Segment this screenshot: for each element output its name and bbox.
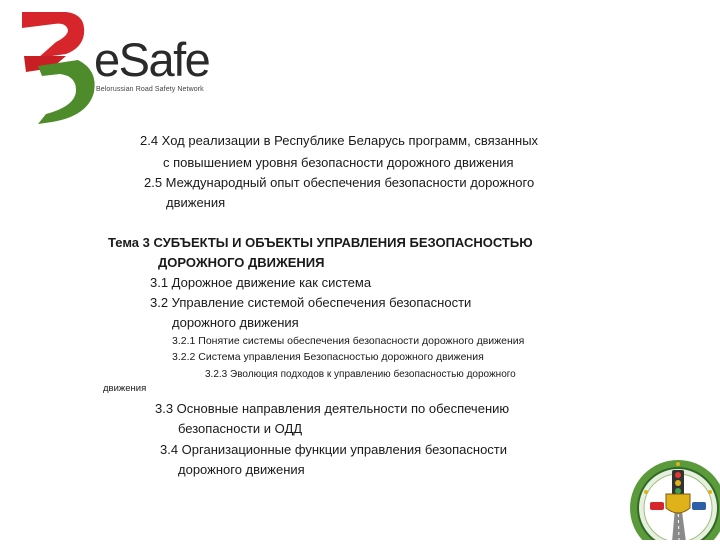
section-3-2-1: 3.2.1 Понятие системы обеспечения безопасности дорожного движения — [172, 335, 525, 347]
section-3-4-line-1: 3.4 Организационные функции управления безопасности — [160, 442, 508, 457]
logo-tagline: Belorussian Road Safety Network — [96, 86, 204, 93]
section-3-3-line-2: безопасности и ОДД — [178, 421, 303, 436]
esafe-logo — [8, 6, 218, 124]
section-3-2-2: 3.2.2 Система управления Безопасностью дорожного движения — [172, 351, 484, 363]
section-3-2-3-line-1: 3.2.3 Эволюция подходов к управлению безопасностью дорожного — [205, 369, 516, 380]
section-3-4-line-2: дорожного движения — [178, 462, 305, 477]
section-2-5-line-1: 2.5 Международный опыт обеспечения безопасности дорожного — [144, 175, 535, 190]
section-3-2-line-1: 3.2 Управление системой обеспечения безопасности — [150, 295, 472, 310]
section-3-2-3-line-2: движения — [103, 383, 147, 394]
section-2-5-line-2: движения — [166, 195, 226, 210]
topic-3-title-line-1: Тема 3 СУБЪЕКТЫ И ОБЪЕКТЫ УПРАВЛЕНИЯ БЕЗОПАСНОСТЬЮ — [108, 235, 533, 250]
section-3-1: 3.1 Дорожное движение как система — [150, 275, 372, 290]
logo-wordmark: eSafe — [94, 33, 210, 86]
topic-3-title-line-2: ДОРОЖНОГО ДВИЖЕНИЯ — [158, 255, 325, 270]
section-2-4-line-2: с повышением уровня безопасности дорожного движения — [163, 155, 514, 170]
section-3-2-line-2: дорожного движения — [172, 315, 299, 330]
section-2-4-line-1: 2.4 Ход реализации в Республике Беларусь программ, связанных — [140, 133, 539, 148]
esafe-swoosh-icon — [8, 6, 108, 124]
traffic-police-emblem-icon — [626, 452, 720, 540]
section-3-3-line-1: 3.3 Основные направления деятельности по обеспечению — [155, 401, 510, 416]
